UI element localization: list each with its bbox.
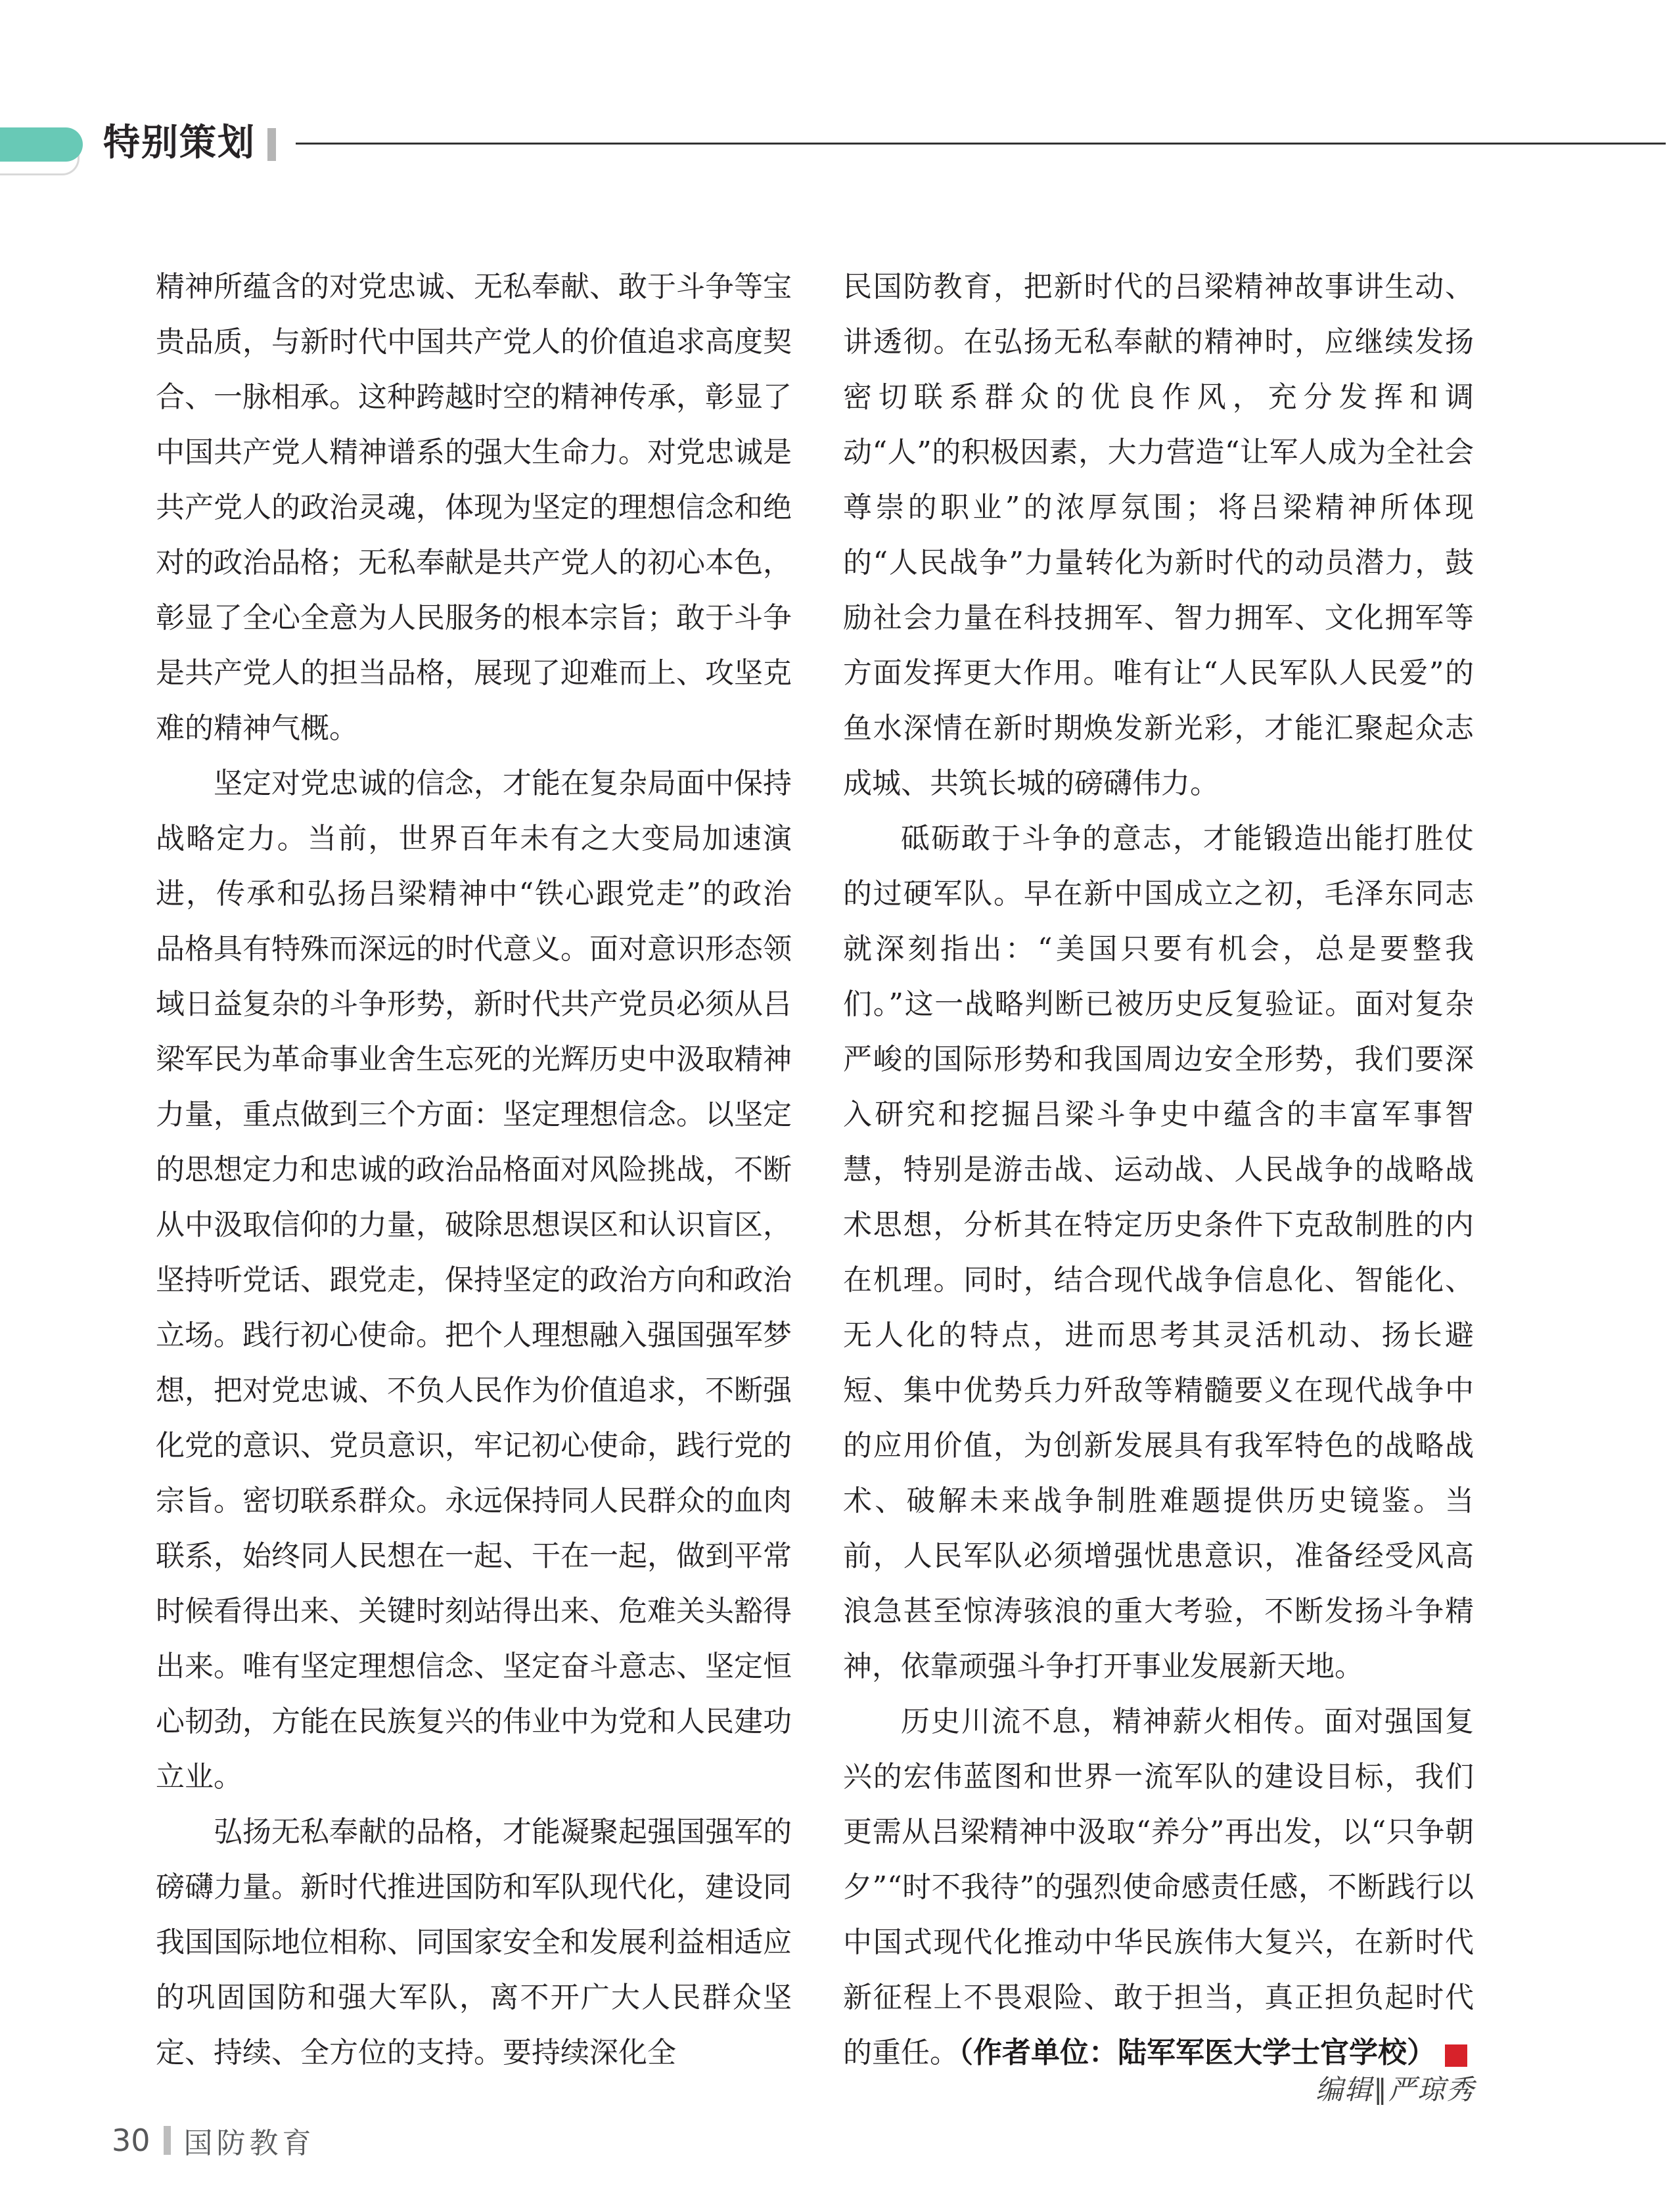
paragraph-continuation: 精神所蕴含的对党忠诚、无私奉献、敢于斗争等宝贵品质，与新时代中国共产党人的价值追求高度契合、一脉相承。这种跨越时空的精神传承，彰显了中国共产党人精神谱系的强大生命力。对党忠诚是共产党人的政治灵魂，体现为坚定的理想信念和绝对的政治品格；无私奉献是共产党人的初心本色，彰显了全心全意为人民服务的根本宗旨；敢于斗争是共产党人的担当品格，展现了迎难而上、攻坚克难的精神气概。 xyxy=(156,270,792,745)
paragraph-final xyxy=(843,1694,1518,2081)
article-end-icon: G xyxy=(1445,2044,1467,2067)
section-title: 特别策划 xyxy=(103,122,256,164)
author-note: （作者单位：陆军军医大学士官学校） xyxy=(959,2036,1436,2069)
page-footer xyxy=(112,2119,315,2161)
editor-credit: 编辑∥严琼秀 xyxy=(1315,2073,1475,2106)
header-rule xyxy=(296,143,1666,145)
paragraph: 弘扬无私奉献的品格，才能凝聚起强国强军的磅礴力量。新时代推进国防和军队现代化，建设同我国国际地位相称、同国家安全和发展利益相适应的巩固国防和强大军队，离不开广大人民群众坚定、持续、全方位的支持。要持续深化全 xyxy=(156,1815,792,2069)
paragraph-continuation: 民国防教育，把新时代的吕梁精神故事讲生动、讲透彻。在弘扬无私奉献的精神时，应继续发扬密切联系群众的优良作风，充分发挥和调动“人”的积极因素，大力营造“让军人成为全社会尊崇的职业”的浓厚氛围；将吕梁精神所体现的“人民战争”力量转化为新时代的动员潜力，鼓励社会力量在科技拥军、智力拥军、文化拥军等方面发挥更大作用。唯有让“人民军队人民爱”的鱼水深情在新时期焕发新光彩，才能汇聚起众志成城、共筑长城的磅礴伟力。 xyxy=(843,270,1474,800)
paragraph-text: 历史川流不息，精神薪火相传。面对强国复兴的宏伟蓝图和世界一流军队的建设目标，我们更需从吕梁精神中汲取“养分”再出发，以“只争朝夕”“时不我待”的强烈使命感责任感，不断践行以中国式现代化推动中华民族伟大复兴，在新时代新征程上不畏艰险、敢于担当，真正担负起时代的重任。 xyxy=(843,1705,1474,2069)
paragraph: 砥砺敢于斗争的意志，才能锻造出能打胜仗的过硬军队。早在新中国成立之初，毛泽东同志就深刻指出：“美国只要有机会，总是要整我们。”这一战略判断已被历史反复验证。面对复杂严峻的国际形势和我国周边安全形势，我们要深入研究和挖掘吕梁斗争史中蕴含的丰富军事智慧，特别是游击战、运动战、人民战争的战略战术思想，分析其在特定历史条件下克敌制胜的内在机理。同时，结合现代战争信息化、智能化、无人化的特点，进而思考其灵活机动、扬长避短、集中优势兵力歼敌等精髓要义在现代战争中的应用价值，为创新发展具有我军特色的战略战术、破解未来战争制胜难题提供历史镜鉴。当前，人民军队必须增强忧患意识，准备经受风高浪急甚至惊涛骇浪的重大考验，不断发扬斗争精神，依靠顽强斗争打开事业发展新天地。 xyxy=(843,822,1474,1683)
article-column-right xyxy=(843,260,1518,2081)
article-column-left xyxy=(156,260,792,2081)
header-accent-pill xyxy=(0,127,83,162)
paragraph: 坚定对党忠诚的信念，才能在复杂局面中保持战略定力。当前，世界百年未有之大变局加速演进，传承和弘扬吕梁精神中“铁心跟党走”的政治品格具有特殊而深远的时代意义。面对意识形态领域日益复杂的斗争形势，新时代共产党员必须从吕梁军民为革命事业舍生忘死的光辉历史中汲取精神力量，重点做到三个方面：坚定理想信念。以坚定的思想定力和忠诚的政治品格面对风险挑战，不断从中汲取信仰的力量，破除思想误区和认识盲区，坚持听党话、跟党走，保持坚定的政治方向和政治立场。践行初心使命。把个人理想融入强国强军梦想，把对党忠诚、不负人民作为价值追求，不断强化党的意识、党员意识，牢记初心使命，践行党的宗旨。密切联系群众。永远保持同人民群众的血肉联系，始终同人民想在一起、干在一起，做到平常时候看得出来、关键时刻站得出来、危难关头豁得出来。唯有坚定理想信念、坚定奋斗意志、坚定恒心韧劲，方能在民族复兴的伟业中为党和人民建功立业。 xyxy=(156,767,792,1794)
journal-name: 国防教育 xyxy=(183,2127,315,2160)
footer-divider-bar xyxy=(164,2126,171,2155)
page-number: 30 xyxy=(112,2123,150,2158)
title-divider-bar xyxy=(267,128,276,161)
